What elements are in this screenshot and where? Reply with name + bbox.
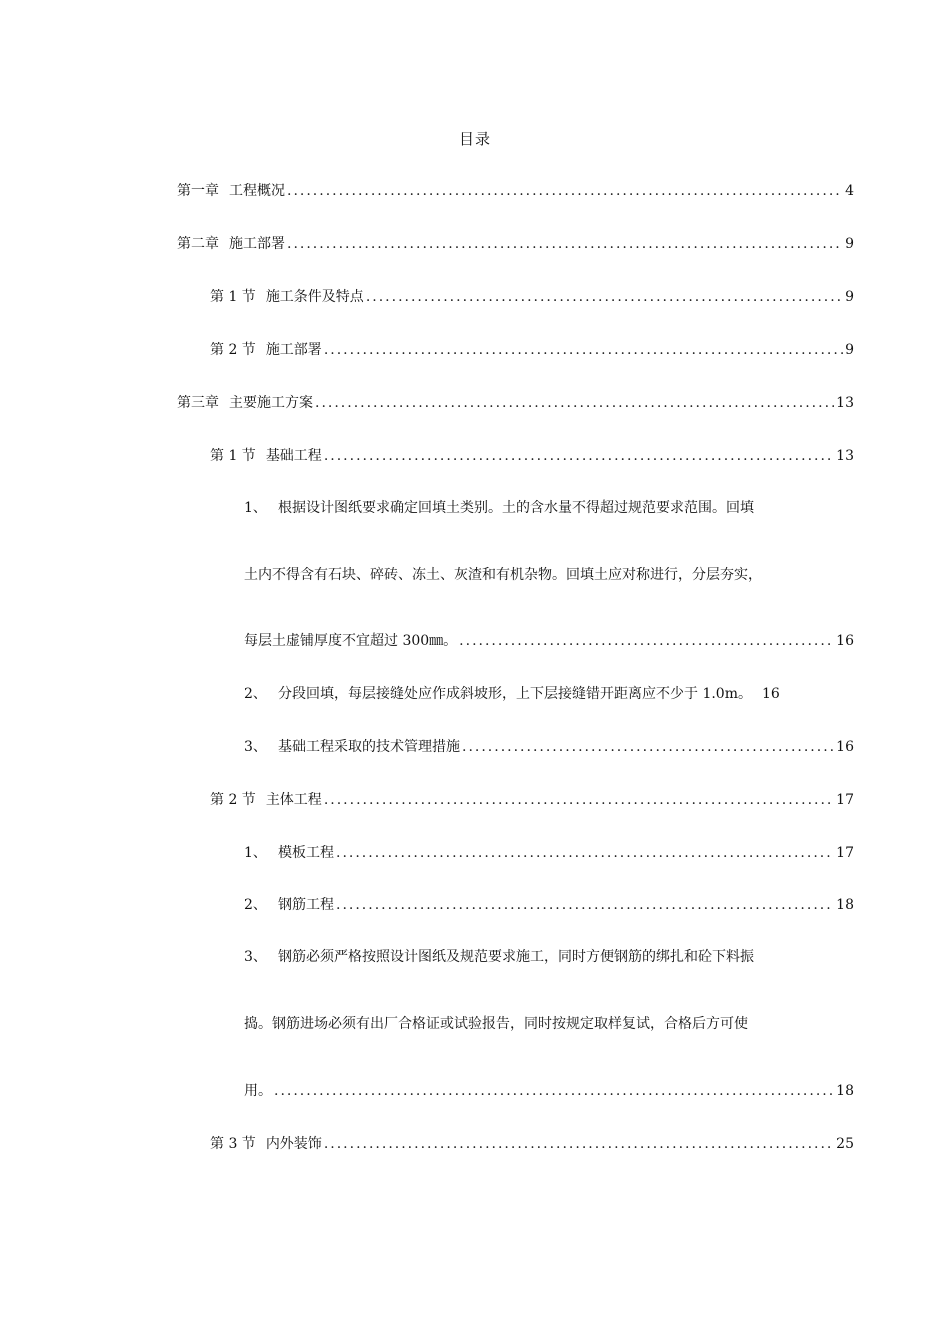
toc-entry-text: 每层土虚铺厚度不宜超过 300㎜。: [244, 633, 458, 649]
toc-entry-item[interactable]: [244, 683, 854, 705]
toc-entry-text: 用。: [244, 1083, 272, 1099]
toc-entry-number: 3、: [244, 949, 267, 965]
leader-dots: [336, 842, 834, 864]
toc-entry-page: 17: [836, 845, 854, 861]
leader-dots: [462, 736, 834, 758]
leader-dots: [324, 1133, 834, 1155]
toc-title: 目录: [458, 130, 491, 148]
toc-entry-item[interactable]: [244, 630, 854, 652]
toc-entry-page: 4: [845, 183, 854, 199]
toc-entry-page: 13: [836, 395, 854, 411]
toc-entry-text: 施工条件及特点: [265, 289, 364, 305]
leader-dots: [274, 1080, 834, 1102]
toc-entry-page: 9: [845, 289, 854, 305]
toc-entry-page: 16: [762, 686, 780, 702]
toc-entry-number: 3、: [244, 739, 267, 755]
toc-entry-page: 16: [836, 633, 854, 649]
toc-entry-item-line[interactable]: [244, 497, 854, 519]
toc-entry-text: 钢筋工程: [278, 897, 334, 913]
toc-entry-number: 第 1 节: [210, 448, 256, 464]
toc-entry-text: 基础工程采取的技术管理措施: [278, 739, 460, 755]
leader-dots: [287, 233, 843, 255]
leader-dots: [315, 392, 834, 414]
toc-entry-number: 第三章: [177, 395, 219, 411]
toc-entry-page: 9: [845, 236, 854, 252]
toc-entry-number: 第 2 节: [210, 342, 256, 358]
toc-entry-section[interactable]: [210, 445, 854, 467]
toc-entry-text: 捣。钢筋进场必须有出厂合格证或试验报告，同时按规定取样复试，合格后方可使: [244, 1016, 748, 1032]
toc-entry-chapter-1[interactable]: [177, 180, 854, 202]
leader-dots: [324, 445, 834, 467]
toc-entry-page: 18: [836, 897, 854, 913]
toc-entry-page: 25: [836, 1136, 854, 1152]
toc-entry-section[interactable]: [210, 286, 854, 308]
toc-entry-chapter-3[interactable]: [177, 392, 854, 414]
toc-entry-number: 2、: [244, 897, 267, 913]
toc-entry-page: 17: [836, 792, 854, 808]
toc-entry-page: 9: [845, 342, 854, 358]
toc-entry-text: 工程概况: [229, 183, 285, 199]
leader-dots: [366, 286, 843, 308]
toc-entry-section[interactable]: [210, 1133, 854, 1155]
toc-entry-page: 18: [836, 1083, 854, 1099]
toc-entry-text: 模板工程: [278, 845, 334, 861]
toc-entry-text: 主要施工方案: [229, 395, 313, 411]
toc-entry-chapter-2[interactable]: [177, 233, 854, 255]
toc-entry-item[interactable]: [244, 1080, 854, 1102]
toc-entry-text: 施工部署: [265, 342, 322, 358]
toc-entry-text: 分段回填，每层接缝处应作成斜坡形，上下层接缝错开距离应不少于 1.0m。: [278, 686, 752, 702]
toc-entry-text: 内外装饰: [265, 1136, 322, 1152]
toc-entry-section[interactable]: [210, 789, 854, 811]
toc-entry-page: 16: [836, 739, 854, 755]
toc-entry-text: 钢筋必须严格按照设计图纸及规范要求施工，同时方便钢筋的绑扎和砼下料振: [278, 949, 754, 965]
toc-entry-text: 基础工程: [265, 448, 322, 464]
toc-entry-text: 主体工程: [265, 792, 322, 808]
toc-entry-number: 第 3 节: [210, 1136, 256, 1152]
toc-entry-number: 2、: [244, 686, 267, 702]
toc-entry-number: 第二章: [177, 236, 219, 252]
toc-entry-item-line[interactable]: [244, 946, 854, 968]
leader-dots: [336, 894, 834, 916]
toc-entry-number: 第 2 节: [210, 792, 256, 808]
toc-entry-item[interactable]: [244, 736, 854, 758]
toc-entry-text: 施工部署: [229, 236, 285, 252]
toc-entry-item-line[interactable]: [244, 564, 854, 586]
toc-entry-item[interactable]: [244, 894, 854, 916]
toc-entry-section[interactable]: [210, 339, 854, 361]
toc-entry-text: 土内不得含有石块、碎砖、冻土、灰渣和有机杂物。回填土应对称进行，分层夯实，: [244, 567, 762, 583]
leader-dots: [324, 789, 834, 811]
toc-entry-page: 13: [836, 448, 854, 464]
leader-dots: [287, 180, 843, 202]
toc-entry-text: 根据设计图纸要求确定回填土类别。土的含水量不得超过规范要求范围。回填: [278, 500, 754, 516]
toc-entry-item[interactable]: [244, 842, 854, 864]
toc-entry-number: 1、: [244, 500, 267, 516]
toc-entry-item-line[interactable]: [244, 1013, 854, 1035]
toc-entry-number: 第一章: [177, 183, 219, 199]
leader-dots: [324, 339, 843, 361]
leader-dots: [459, 630, 834, 652]
toc-entry-number: 第 1 节: [210, 289, 256, 305]
toc-entry-number: 1、: [244, 845, 267, 861]
